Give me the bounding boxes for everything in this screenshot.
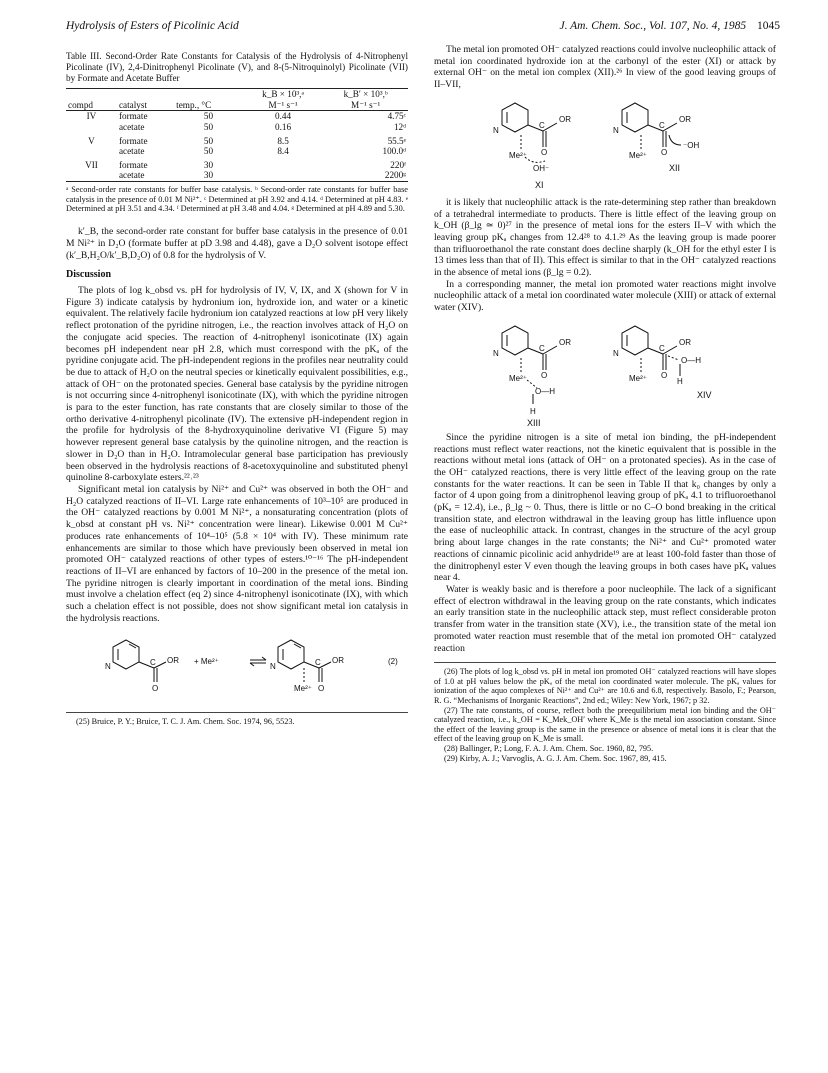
paragraph: k′_B, the second-order rate constant for buffer base catalysis in the presence of 0.01 M Ni²⁺ in D₂O (formate buffer at pD 3.98 and 4.48), gave a D₂O solvent isotope effect (k′_B,H₂O/k′_B,D₂O) of 0.8 for the hydrolysis of V. [66,226,408,261]
structure-label-xiv: XIV [697,389,712,400]
c-label: C [659,120,665,130]
cell-compd [66,170,117,181]
cell-temp: 50 [203,146,214,157]
cell-kb-prime: 100.0ᵈ [382,146,406,157]
header-kb-prime-unit: M⁻¹ s⁻¹ [351,99,381,110]
minus-oh-label: ⁻OH [683,140,700,150]
n-label: N [270,662,276,672]
journal-citation: J. Am. Chem. Soc., Vol. 107, No. 4, 1985 [559,20,747,32]
cell-compd: IV [86,111,97,122]
table-row [66,170,408,181]
oh-minus-label: OH⁻ [533,163,550,173]
o-label: O [152,684,159,694]
or-label: OR [559,114,571,124]
metal-label: Me²⁺ [509,150,527,160]
o-label: O [541,370,548,380]
structures-xi-xii [475,95,735,193]
table-row [66,156,408,170]
o-label: O [318,684,325,694]
h-label: H [677,376,683,386]
cell-kb-prime: 55.5ᵉ [387,135,406,146]
running-header-journal [559,20,780,32]
left-column [66,44,408,727]
table-row [66,132,408,146]
paragraph: Since the pyridine nitrogen is a site of metal ion binding, the pH-independent reactions must reflect water reactions, not the kinetic equivalent that is possible in the reactions without metal ions (attack of OH⁻ on a protonated species). As in the case of the OH⁻ catalyzed reactions, there is very little effect of the leaving group on the rate constants for the water reactions. It can be seen in Table II that k₀ changes by only a factor of 4 upon going from a dinitrophenol leaving group of pKₐ 4.1 to trifluoroethanol (pKₐ = 12.4), i.e., β_lg ~ 0. Thus, there is little or no C–O bond breaking in the critical transition state, and electron withdrawal in the leaving group has little influence upon the ease of nucleophilic attack. In contrast, changes in the structure of the acyl group bring about large changes in the rate constants; the Ni²⁺ and Cu²⁺ promoted water reactions of cinnamic picolinic acid anhydride¹⁹ are at least 100-fold faster than those of the dinitrophenyl ester V even though the leaving groups in both cases have pKₐ values near 4. [434,431,776,584]
paragraph: Significant metal ion catalysis by Ni²⁺ and Cu²⁺ was observed in both the OH⁻ and H₂O catalyzed reactions of II–VI. Large rate enhancements of 10³–10⁵ are produced in the OH⁻ catalyzed reactions by 0.001 M Ni²⁺, a nonsaturating concentration (plots of k_obsd at constant pH vs. Ni²⁺ concentration were linear). Likewise 0.001 M Cu²⁺ produces rate enhancements of 10⁴–10⁵ (5.8 × 10⁴ with IV). These minimum rate enhancements are similar to those which have previously been observed in metal ion promoted OH⁻ catalyzed reactions of other types of esters.¹⁰⁻¹⁶ The pH-independent reactions of II–VI are enhanced by factors of 10–200 in the presence of the metal ion. The pyridine nitrogen is clearly important in coordination of the metal ions. Binding must involve a chelation effect (eq 2) since 4-nitrophenyl isonicotinate (IX), with which such a chelation effect is not possible, does not show significant metal ion catalysis in the hydrolysis reactions. [66,483,408,624]
page-number: 1045 [757,20,780,32]
cell-kb-prime: 12ᵈ [393,121,406,132]
cell-kb: 0.16 [275,121,292,132]
footnote-29: (29) Kirby, A. J.; Varvoglis, A. G. J. Am. Chem. Soc. 1967, 89, 415. [444,753,667,763]
table-row [66,111,408,122]
or-label: OR [679,114,691,124]
footnote-25: (25) Bruice, P. Y.; Bruice, T. C. J. Am. Chem. Soc. 1974, 96, 5523. [76,717,295,727]
c-label: C [659,343,665,353]
c-label: C [539,343,545,353]
cell-temp: 30 [203,170,214,181]
cell-compd: VII [85,160,98,171]
n-label: N [613,348,619,358]
equation-label: (2) [388,657,398,667]
cell-temp: 30 [203,160,214,171]
structure-label-xiii: XIII [527,417,541,428]
metal-label: Me²⁺ [509,373,527,383]
header-kb: k_B × 10³,ᵃ [262,89,304,100]
metal-label: Me²⁺ [629,373,647,383]
structure-label-xi: XI [535,179,544,190]
cell-kb [243,170,324,181]
n-label: N [613,125,619,135]
cell-compd: V [88,135,95,146]
cell-compd [66,122,117,132]
table-footnote: ᵃ Second-order rate constants for buffer base catalysis. ᵇ Second-order rate constants for buffer base catalysis in the presence of 0.01 M Ni²⁺. ᶜ Determined at pH 3.92 and 4.14. ᵈ Determined at pH 4.83. ᵉ Determined at pH 3.51 and 4.34. ᶠ Determined at pH 3.48 and 4.04. ᵍ Determined at pH 4.89 and 5.30. [66,184,408,214]
cell-catalyst: acetate [118,121,145,132]
footnote-rule [66,712,408,713]
right-column [434,44,776,763]
header-kb-prime: k_B′ × 10³,ᵇ [343,89,388,100]
header-kb-unit: M⁻¹ s⁻¹ [268,99,298,110]
metal-label: Me²⁺ [294,684,312,694]
n-label: N [493,125,499,135]
cell-catalyst: acetate [118,170,145,181]
cell-temp: 50 [203,121,214,132]
footnote-27: (27) The rate constants, of course, reflect both the preequilibrium metal ion binding and the OH⁻ catalyzed reaction, i.e., k_OH = K_Mek_OH′ where K_Me is the metal ion association constant. Since the effect of the leaving group is the same in the presence or absence of metal ions it is clear that the effect of the leaving group on K_Me is small. [434,705,776,744]
running-header-title: Hydrolysis of Esters of Picolinic Acid [66,20,239,32]
or-label: OR [679,337,691,347]
cell-kb [243,156,324,170]
cell-kb-prime: 220ᶠ [390,160,406,171]
cell-kb-prime: 4.75ᶜ [387,111,406,122]
table-title: Table III. Second-Order Rate Constants for Catalysis of the Hydrolysis of 4-Nitrophenyl Picolinate (IV), 2,4-Dinitrophenyl Picolinate (V), and 8-(5-Nitroquinolyl) Picolinate (VII) by Formate and Acetate Buffer [66,51,408,83]
footnote-rule [434,662,776,663]
c-label: C [150,658,156,668]
or-label: OR [167,656,179,666]
n-label: N [493,348,499,358]
header-temp: temp., °C [176,99,212,110]
cell-catalyst: formate [118,111,148,122]
o-h-label: O—H [535,386,555,396]
paragraph: The plots of log k_obsd vs. pH for hydrolysis of IV, V, IX, and X (shown for V in Figure 3) indicate catalysis by hydronium ion, hydroxide ion, and water or a kinetic equivalent. The relatively facile hydronium ion catalyzed reactions at low pH very likely reflect protonation of the pyridine nitrogen, i.e., the reaction involves attack of H₂O on the conjugate acid species. The reaction of 4-nitrophenyl isonicotinate (IX) again becomes pH independent near pH 2.8, which must correspond with the pKₐ of the pyridine conjugate acid. The pH-independent regions in the profiles near neutrality could be due to attack of H₂O on the neutral species or kinetically equivalent possibilities, e.g., attack of OH⁻ on the protonated species. General base catalysis by the pyridine nitrogen is not occurring since 4-nitrophenyl isonicotinate (IX), with which the pyridine nitrogen is para to the ester function, has rate constants that are closely similar to those of the ortho derivative 4-nitrophenyl picolinate (IV). The extensive pH-independent region in the profile for hydrolysis of the 8-hydroxyquinoline derivative VI (Figure 5) may however represent general base catalysis by the quinoline nitrogen, and the reaction is slower in D₂O than in H₂O. Intramolecular general base participation has previously been observed in the hydrolysis reactions of 8-acetoxyquinoline and substituted phenyl quinoline 8-carboxylate esters.²²˒²³ [66,285,408,484]
c-label: C [539,120,545,130]
o-h-label: O—H [681,355,701,365]
cell-kb: 0.44 [275,111,292,122]
o-label: O [661,147,668,157]
table-row [66,122,408,132]
cell-temp: 50 [203,135,214,146]
equation-2-chelation-scheme [66,628,408,698]
table-row [66,146,408,156]
h-label: H [530,406,536,416]
rate-constant-table [66,88,408,181]
structure-label-xii: XII [669,162,681,173]
or-label: OR [332,656,344,666]
paragraph: it is likely that nucleophilic attack is the rate-determining step rather than breakdown of a tetrahedral intermediate to products. There is little effect of the leaving group on k_OH (β_lg ≃ 0)²⁷ in the presence of metal ions for the esters II–V with which the leaving group pKₐ changes from 12.4²⁸ to 4.1.²⁹ As the leaving group is made poorer than trifluoroethanol the rate constant does decline sharply (k_OH for the ethyl ester I is 13 times less than that of II). This effect is similar to that in the OH⁻ catalyzed reactions in the absence of metal ions (β_lg = 0.2). [434,196,776,279]
header-catalyst: catalyst [118,99,148,110]
cell-temp: 50 [203,111,214,122]
paragraph: Water is weakly basic and is therefore a poor nucleophile. The lack of a significant effect of electron withdrawal in the leaving group on the rate constants, which indicates an early transition state in the nucleophilic attack step, must reflect considerable proton transfer from water in the transition state (XV), i.e., the transition state of the metal ion promoted water reaction must resemble that of the metal ion promoted OH⁻ catalyzed reaction [434,583,776,654]
plus-metal-label: + Me²⁺ [194,657,219,667]
cell-kb: 8.4 [277,146,289,157]
structures-xiii-xiv [475,318,735,428]
cell-catalyst: acetate [118,146,145,157]
o-label: O [541,147,548,157]
cell-kb: 8.5 [277,135,289,146]
footnote-26: (26) The plots of log k_obsd vs. pH in metal ion promoted OH⁻ catalyzed reactions will have slopes of 1.0 at pH values below the pKₐ of the metal ion coordinated water molecule. The pKₐ values for ionization of the aquo complexes of Ni²⁺ and Cu²⁺ are 10.6 and 6.8, respectively. Basolo, F.; Pearson, R. G. “Mechanisms of Inorganic Reactions”, 2nd ed.; Wiley: New York, 1967; p 32. [434,667,776,705]
or-label: OR [559,337,571,347]
section-heading: Discussion [66,269,112,281]
header-compd: compd [68,99,94,110]
cell-kb-prime: 2200ᵍ [384,170,406,181]
paragraph: In a corresponding manner, the metal ion promoted water reactions might involve nucleophilic attack of a metal ion coordinated water molecule (XIII) or attack of external water (XIV). [434,278,776,314]
cell-compd [66,146,117,156]
cell-catalyst: formate [118,135,148,146]
n-label: N [105,662,111,672]
footnote-28: (28) Ballinger, P.; Long, F. A. J. Am. Chem. Soc. 1960, 82, 795. [444,743,654,753]
cell-catalyst: formate [118,160,148,171]
metal-label: Me²⁺ [629,150,647,160]
o-label: O [661,370,668,380]
c-label: C [315,658,321,668]
paragraph: The metal ion promoted OH⁻ catalyzed reactions could involve nucleophilic attack of metal ion coordinated hydroxide ion at the carbonyl of the ester (XI) or attack by external OH⁻ on the metal ion complex (XII).²⁶ In view of the good leaving groups of II–VII, [434,44,776,91]
